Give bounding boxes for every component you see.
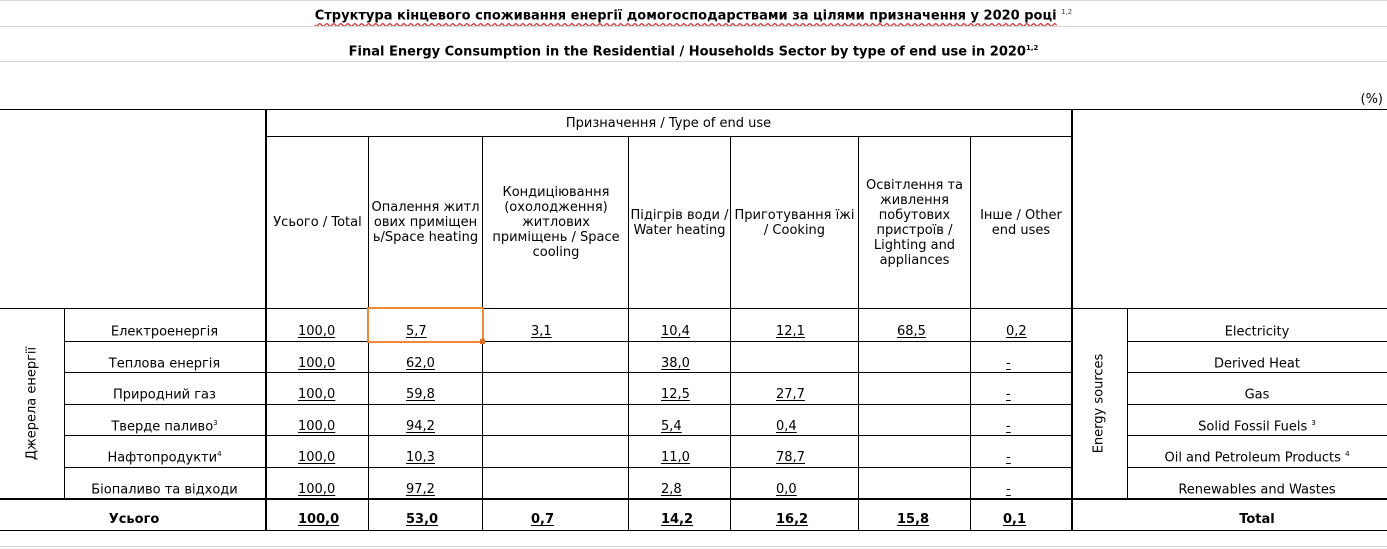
header-bottom-border bbox=[0, 308, 1387, 309]
row-border bbox=[64, 404, 1072, 405]
grid-line bbox=[0, 61, 1387, 62]
row-label-ukrainian-text: Нафтопродукти bbox=[107, 450, 218, 466]
total-label-english: Total bbox=[1239, 512, 1275, 527]
cell-water[interactable]: 2,8 bbox=[661, 482, 682, 497]
title-ukrainian bbox=[0, 8, 1387, 23]
header-other: Інше / Other end uses bbox=[980, 207, 1062, 238]
header-cooking: Приготування їжі / Cooking bbox=[734, 207, 855, 238]
row-label-ukrainian-footnote: 3 bbox=[213, 419, 218, 427]
row-border bbox=[64, 467, 1072, 468]
title-english bbox=[0, 44, 1387, 59]
header-space-cooling: Кондиціювання (охолодження) житлових приміщень / Space cooling bbox=[492, 185, 620, 260]
cell-heat[interactable]: 59,8 bbox=[406, 387, 435, 402]
cell-cook[interactable]: 0,0 bbox=[776, 482, 797, 497]
row-label-ukrainian bbox=[64, 356, 265, 371]
side-label-ukrainian: Джерела енергії bbox=[24, 346, 40, 461]
cell-water[interactable]: 38,0 bbox=[661, 356, 690, 371]
cell-heat[interactable]: 10,3 bbox=[406, 450, 435, 465]
row-label-english-text: Solid Fossil Fuels bbox=[1198, 419, 1308, 435]
row-label-english-text: Gas bbox=[1244, 387, 1270, 403]
row-label-ukrainian bbox=[64, 324, 265, 339]
unit-label: (%) bbox=[1360, 92, 1383, 107]
row-border bbox=[1127, 467, 1387, 468]
side-label-english: Energy sources bbox=[1091, 353, 1107, 454]
row-label-ukrainian bbox=[64, 387, 265, 402]
grid-line bbox=[0, 26, 1387, 27]
cell-heat[interactable]: 62,0 bbox=[406, 356, 435, 371]
row-label-ukrainian-text: Природний газ bbox=[113, 387, 216, 403]
row-border bbox=[1127, 404, 1387, 405]
row-label-english bbox=[1127, 387, 1387, 402]
cell-water[interactable]: 11,0 bbox=[661, 450, 690, 465]
total-row-border bbox=[0, 498, 1387, 500]
cell-total[interactable]: 100,0 bbox=[298, 450, 336, 465]
row-border bbox=[64, 372, 1072, 373]
cell-heat[interactable]: 97,2 bbox=[406, 482, 435, 497]
row-label-english-footnote: 3 bbox=[1311, 419, 1316, 427]
cell-other[interactable]: - bbox=[1006, 387, 1011, 402]
grid-line bbox=[0, 546, 1387, 547]
total-value-heating: 53,0 bbox=[406, 512, 439, 527]
title-english-footnote: 1,2 bbox=[1025, 44, 1039, 52]
selected-cell[interactable] bbox=[367, 307, 484, 343]
cell-cook[interactable]: 0,4 bbox=[776, 419, 797, 434]
title-ukrainian-text: Структура кінцевого споживання енергії домогосподарствами за цілями призначення у 2020 році bbox=[314, 8, 1057, 24]
row-label-english bbox=[1127, 356, 1387, 371]
cell-cool[interactable]: 3,1 bbox=[531, 324, 552, 339]
row-label-ukrainian bbox=[64, 419, 265, 434]
title-english-text: Final Energy Consumption in the Residential / Households Sector by type of end use in 2020 bbox=[348, 44, 1026, 60]
cell-total[interactable]: 100,0 bbox=[298, 324, 336, 339]
row-label-ukrainian-text: Тверде паливо bbox=[111, 419, 214, 435]
cell-water[interactable]: 12,5 bbox=[661, 387, 690, 402]
cell-heat[interactable]: 94,2 bbox=[406, 419, 435, 434]
header-total: Усього / Total bbox=[273, 215, 362, 230]
header-water-heating: Підігрів води / Water heating bbox=[630, 207, 729, 238]
total-value-lighting: 15,8 bbox=[897, 512, 930, 527]
cell-other[interactable]: - bbox=[1006, 482, 1011, 497]
title-ukrainian-footnote: 1,2 bbox=[1061, 8, 1073, 16]
row-label-english bbox=[1127, 482, 1387, 497]
table-border-bottom bbox=[0, 530, 1387, 531]
cell-other[interactable]: - bbox=[1006, 356, 1011, 371]
cell-total[interactable]: 100,0 bbox=[298, 419, 336, 434]
row-border bbox=[1127, 372, 1387, 373]
col-border bbox=[1071, 109, 1073, 530]
total-value-other: 0,1 bbox=[1003, 512, 1027, 527]
cell-total[interactable]: 100,0 bbox=[298, 387, 336, 402]
cell-other[interactable]: - bbox=[1006, 419, 1011, 434]
row-label-ukrainian-footnote: 4 bbox=[217, 450, 222, 458]
row-label-ukrainian-text: Біопаливо та відходи bbox=[91, 482, 238, 498]
cell-light[interactable]: 68,5 bbox=[897, 324, 926, 339]
row-label-ukrainian-text: Електроенергія bbox=[110, 324, 219, 340]
row-label-english bbox=[1127, 450, 1387, 465]
row-label-ukrainian-text: Теплова енергія bbox=[108, 356, 221, 372]
cell-other[interactable]: - bbox=[1006, 450, 1011, 465]
cell-total[interactable]: 100,0 bbox=[298, 482, 336, 497]
row-label-english bbox=[1127, 324, 1387, 339]
total-value-water: 14,2 bbox=[661, 512, 694, 527]
header-space-heating: Опалення житлових приміщень/Space heating bbox=[371, 200, 480, 245]
row-label-english-text: Derived Heat bbox=[1214, 356, 1300, 372]
fill-handle[interactable] bbox=[480, 339, 485, 344]
grid-line bbox=[0, 0, 1387, 1]
cell-cook[interactable]: 12,1 bbox=[776, 324, 805, 339]
cell-cook[interactable]: 27,7 bbox=[776, 387, 805, 402]
row-border bbox=[64, 435, 1072, 436]
cell-cook[interactable]: 78,7 bbox=[776, 450, 805, 465]
cell-total[interactable]: 100,0 bbox=[298, 356, 336, 371]
cell-heat[interactable]: 5,7 bbox=[406, 324, 427, 339]
total-value-cooking: 16,2 bbox=[776, 512, 809, 527]
header-lighting: Освітлення та живлення побутових пристроїв / Lighting and appliances bbox=[865, 177, 964, 268]
row-label-english-text: Oil and Petroleum Products bbox=[1164, 450, 1341, 466]
total-label-ukrainian: Усього bbox=[108, 512, 160, 527]
row-border bbox=[1127, 435, 1387, 436]
row-border bbox=[1127, 341, 1387, 342]
row-label-english bbox=[1127, 419, 1387, 434]
row-label-english-footnote: 4 bbox=[1345, 450, 1350, 458]
row-label-ukrainian bbox=[64, 450, 265, 465]
row-label-english-text: Renewables and Wastes bbox=[1178, 482, 1336, 498]
total-value-total: 100,0 bbox=[298, 512, 340, 527]
row-label-english-text: Electricity bbox=[1224, 324, 1290, 340]
row-label-ukrainian bbox=[64, 482, 265, 497]
cell-other[interactable]: 0,2 bbox=[1006, 324, 1027, 339]
total-value-cooling: 0,7 bbox=[531, 512, 555, 527]
header-group: Призначення / Type of end use bbox=[565, 115, 772, 131]
cell-water[interactable]: 5,4 bbox=[661, 419, 682, 434]
row-border bbox=[64, 341, 1072, 342]
cell-water[interactable]: 10,4 bbox=[661, 324, 690, 339]
col-border bbox=[265, 109, 267, 530]
